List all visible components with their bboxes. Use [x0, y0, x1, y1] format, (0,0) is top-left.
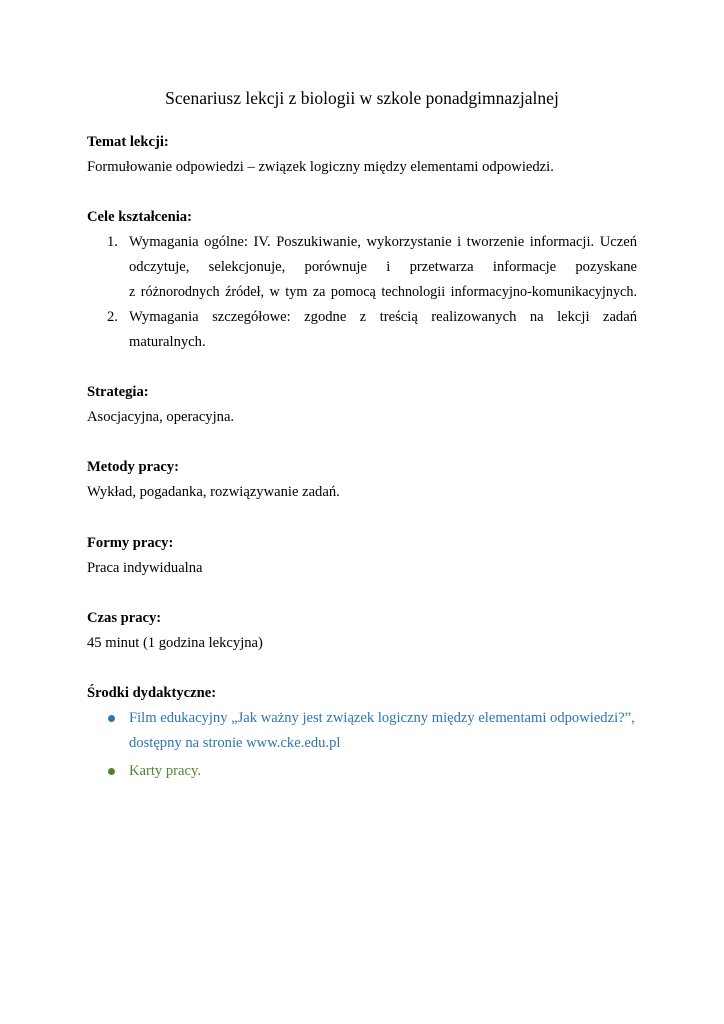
forms-heading: Formy pracy:: [87, 535, 174, 551]
goals-heading: Cele kształcenia:: [87, 209, 192, 225]
forms-text: Praca indywidualna: [87, 560, 203, 576]
methods-text: Wykład, pogadanka, rozwiązywanie zadań.: [87, 484, 340, 500]
resource-item-1-line: dostępny na stronie www.cke.edu.pl: [129, 735, 341, 751]
bullet-icon: [108, 715, 115, 722]
strategy-text: Asocjacyjna, operacyjna.: [87, 409, 235, 425]
topic-heading: Temat lekcji:: [87, 134, 169, 150]
goal-item-1-line: Wymagania ogólne: IV. Poszukiwanie, wykorzystanie i tworzenie informacji. Uczeń: [129, 234, 637, 250]
goal-item-2-number: 2.: [107, 309, 118, 325]
goal-item-1-number: 1.: [107, 234, 118, 250]
goal-item-2-line: maturalnych.: [129, 334, 206, 350]
methods-heading: Metody pracy:: [87, 459, 179, 475]
bullet-icon: [108, 768, 115, 775]
goal-item-1-line: z różnorodnych źródeł, w tym za pomocą technologii informacyjno-komunikacyjnych.: [129, 284, 637, 300]
resource-item-2-line: Karty pracy.: [129, 763, 201, 779]
resource-item-1-line: Film edukacyjny „Jak ważny jest związek logiczny między elementami odpowiedzi?”,: [129, 710, 635, 726]
time-text: 45 minut (1 godzina lekcyjna): [87, 635, 263, 651]
resources-heading: Środki dydaktyczne:: [87, 685, 217, 701]
document-title: Scenariusz lekcji z biologii w szkole ponadgimnazjalnej: [165, 88, 559, 108]
goal-item-2-line: Wymagania szczegółowe: zgodne z treścią realizowanych na lekcji zadań: [129, 309, 637, 325]
goal-item-1-line: odczytuje, selekcjonuje, porównuje i przetwarza informacje pozyskane: [129, 259, 637, 275]
strategy-heading: Strategia:: [87, 384, 149, 400]
topic-text: Formułowanie odpowiedzi – związek logiczny między elementami odpowiedzi.: [87, 159, 554, 175]
time-heading: Czas pracy:: [87, 610, 162, 626]
